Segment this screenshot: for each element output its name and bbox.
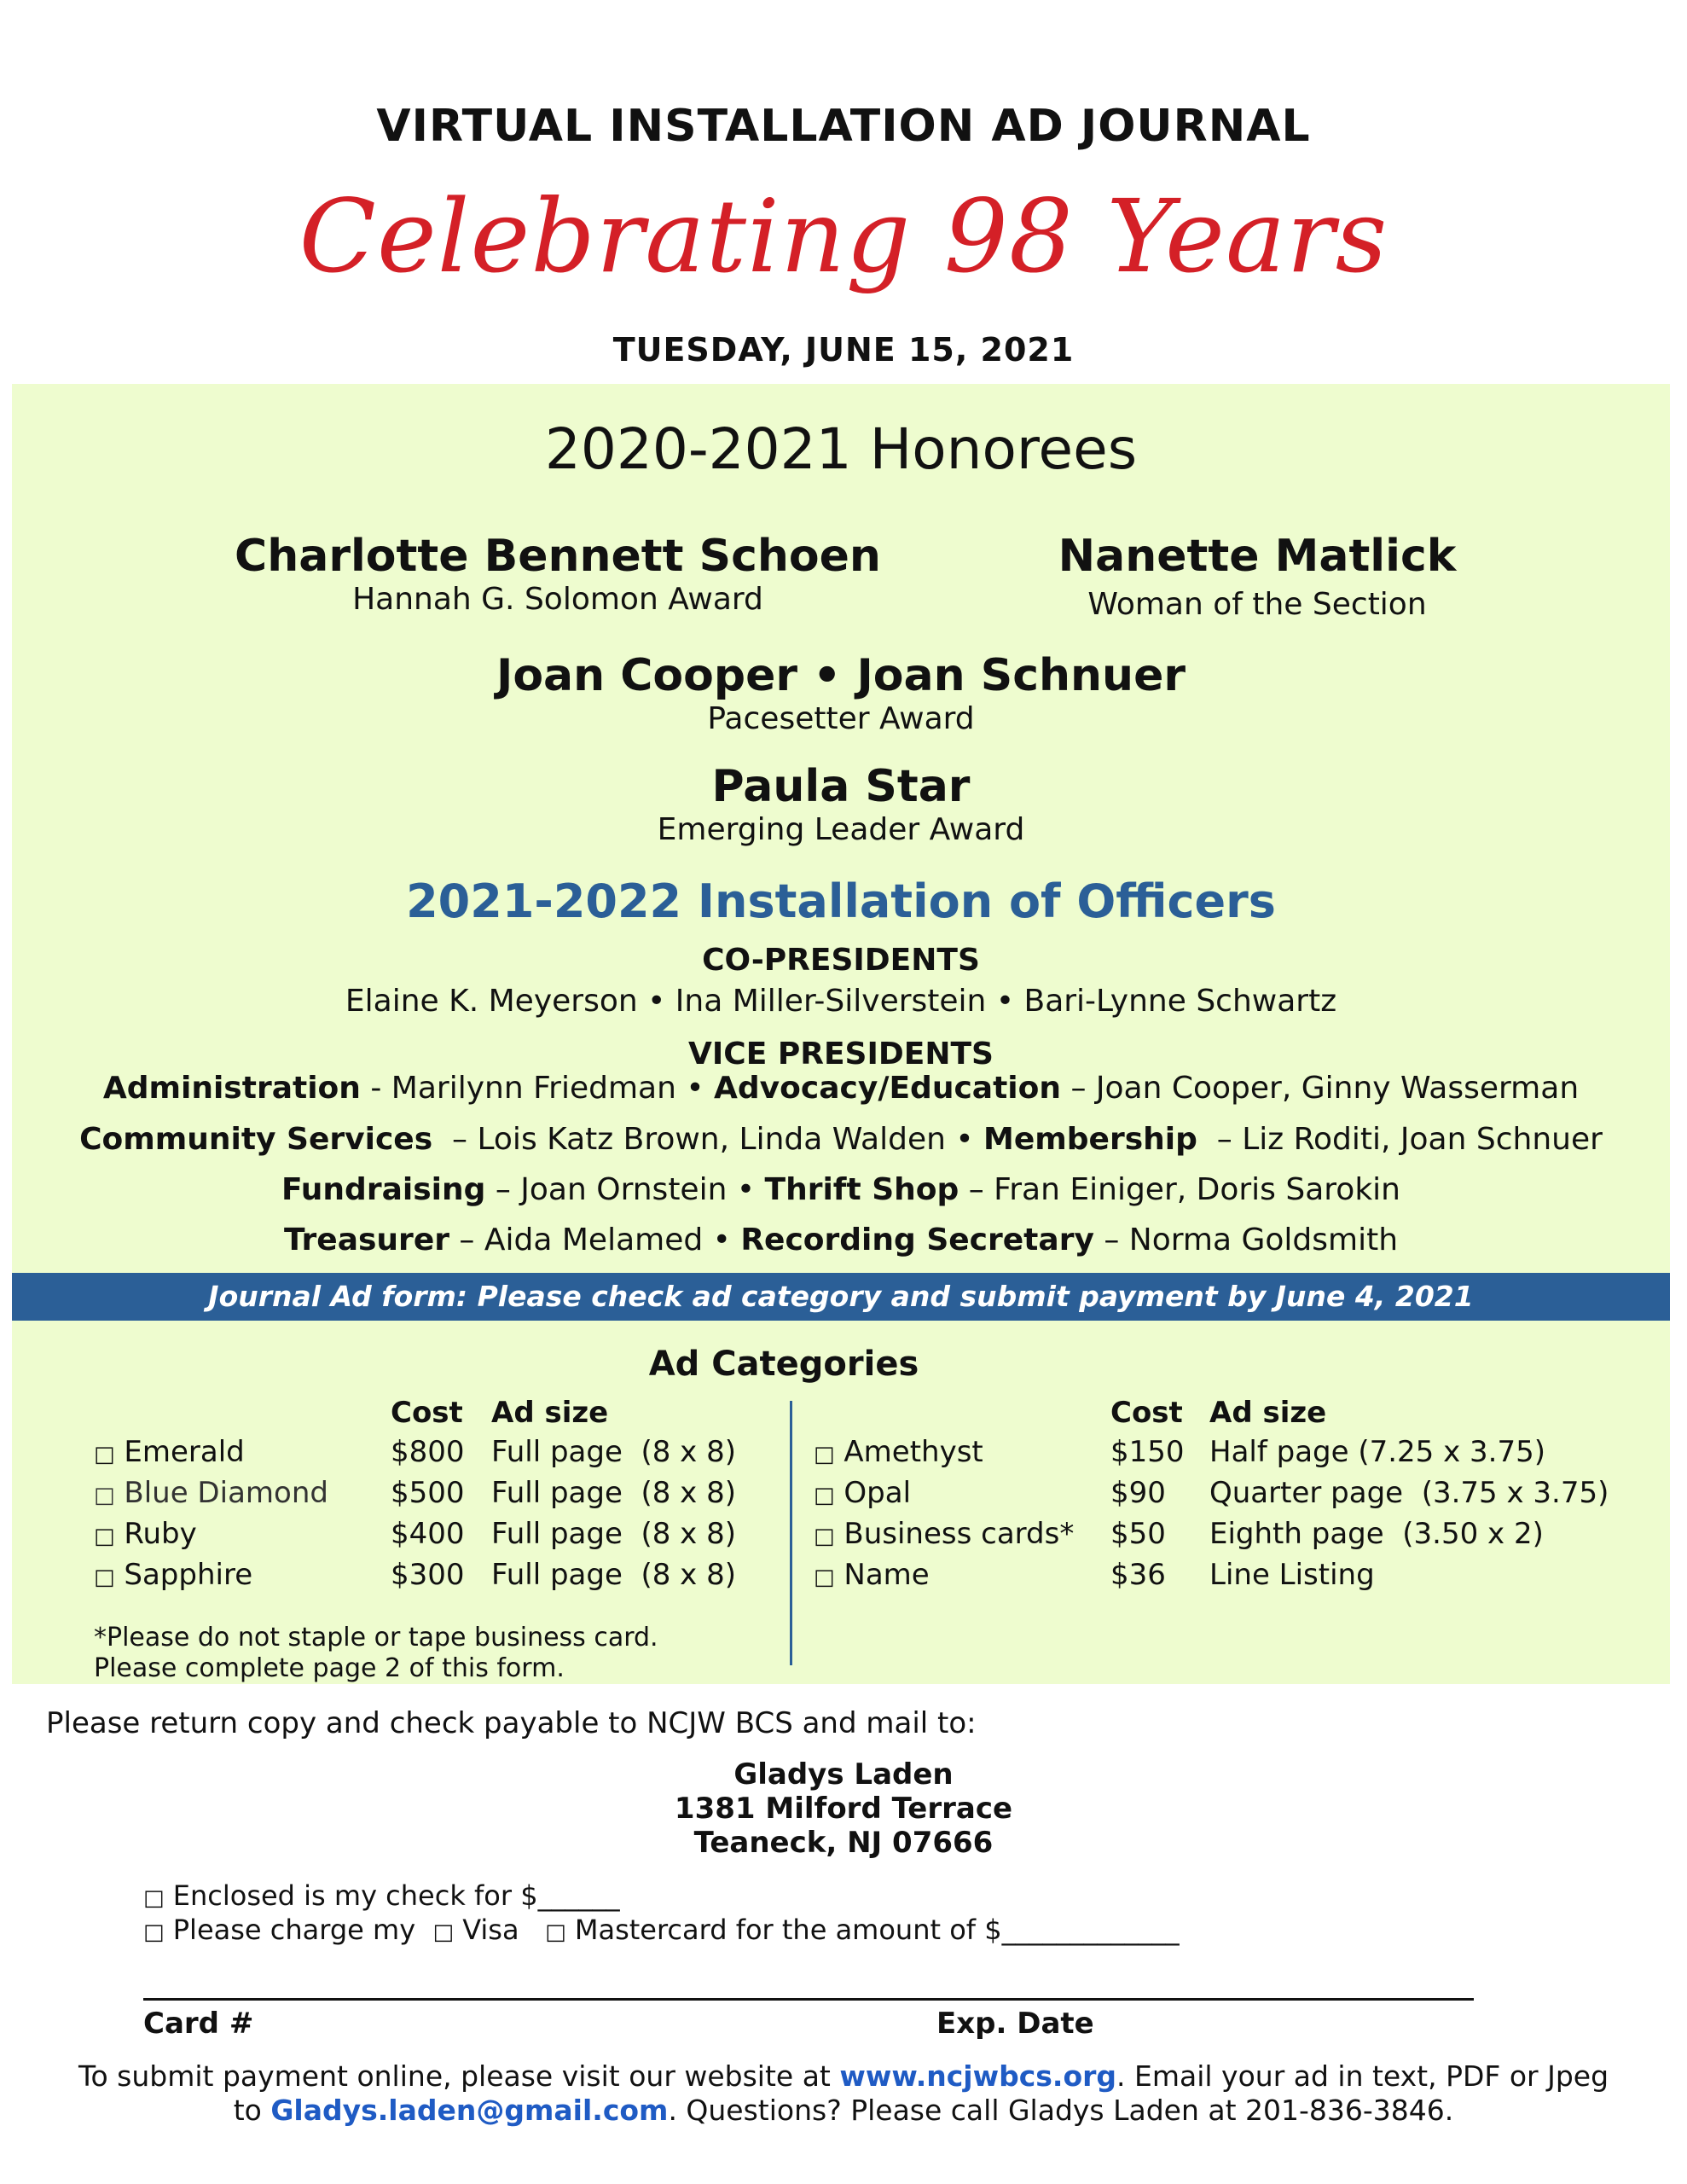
ad-cost: $300 <box>391 1558 465 1592</box>
ad-cost: $150 <box>1110 1435 1185 1469</box>
ad-option-business-cards[interactable]: □ Business cards* <box>814 1517 1075 1551</box>
ad-size: Eighth page (3.50 x 2) <box>1209 1517 1544 1551</box>
ad-cost: $500 <box>391 1476 465 1510</box>
ad-cost: $90 <box>1110 1476 1166 1510</box>
form-instruction-bar: Journal Ad form: Please check ad category and submit payment by June 4, 2021 <box>12 1273 1670 1321</box>
ad-cost: $800 <box>391 1435 465 1469</box>
vp-role: Recording Secretary <box>740 1223 1094 1258</box>
officers-heading: 2021-2022 Installation of Officers <box>406 874 1276 928</box>
event-date: TUESDAY, JUNE 15, 2021 <box>612 331 1075 369</box>
mailing-name: Gladys Laden <box>733 1757 954 1792</box>
vp-role: Administration <box>102 1071 361 1106</box>
checkbox-icon: □ <box>814 1565 835 1590</box>
ad-categories-heading: Ad Categories <box>648 1345 919 1384</box>
ad-cost: $36 <box>1110 1558 1166 1592</box>
ad-option-name[interactable]: □ Name <box>814 1558 930 1592</box>
vp-role: Fundraising <box>281 1172 486 1207</box>
vp-names: – Fran Einiger, Doris Sarokin <box>959 1172 1400 1207</box>
vp-role: Membership <box>983 1122 1197 1157</box>
ad-option-opal[interactable]: □ Opal <box>814 1476 912 1510</box>
vp-line <box>12 1223 1670 1258</box>
honoree-award: Woman of the Section <box>1087 587 1427 622</box>
size-header-right: Ad size <box>1209 1396 1327 1430</box>
journal-title: VIRTUAL INSTALLATION AD JOURNAL <box>376 101 1311 152</box>
column-divider <box>790 1401 792 1665</box>
celebrating-script-title: Celebrating 98 Years <box>299 177 1388 295</box>
vp-line <box>12 1122 1670 1157</box>
ad-size: Quarter page (3.75 x 3.75) <box>1209 1476 1609 1510</box>
ad-option-blue-diamond[interactable]: □ Blue Diamond <box>94 1476 328 1510</box>
vice-presidents-label: VICE PRESIDENTS <box>688 1037 994 1072</box>
size-header-left: Ad size <box>491 1396 609 1430</box>
exp-date-label: Exp. Date <box>936 2007 1094 2041</box>
checkbox-icon: □ <box>94 1524 115 1549</box>
checkbox-icon: □ <box>94 1483 115 1508</box>
honoree-name: Paula Star <box>711 761 971 812</box>
ad-option-ruby[interactable]: □ Ruby <box>94 1517 197 1551</box>
honoree-1 <box>148 531 967 617</box>
mailing-city: Teaneck, NJ 07666 <box>693 1826 994 1860</box>
vp-role: Community Services <box>79 1122 433 1157</box>
checkbox-icon: □ <box>143 1885 165 1911</box>
footer-line-2: to Gladys.laden@gmail.com. Questions? Please call Gladys Laden at 201-836-3846. <box>233 2094 1454 2127</box>
vp-role: Treasurer <box>283 1223 449 1258</box>
vp-names: – Aida Melamed • <box>449 1223 741 1258</box>
ad-size: Full page (8 x 8) <box>491 1435 737 1469</box>
mailing-instruction: Please return copy and check payable to NCJW BCS and mail to: <box>46 1706 977 1740</box>
email-link[interactable]: Gladys.laden@gmail.com <box>270 2094 669 2127</box>
ad-cost: $50 <box>1110 1517 1166 1551</box>
ad-size: Full page (8 x 8) <box>491 1558 737 1592</box>
website-link[interactable]: www.ncjwbcs.org <box>839 2059 1117 2093</box>
cost-header-right: Cost <box>1110 1396 1183 1430</box>
co-presidents-names: Elaine K. Meyerson • Ina Miller-Silverstein • Bari-Lynne Schwartz <box>345 984 1337 1019</box>
mailing-street: 1381 Milford Terrace <box>674 1792 1013 1826</box>
visa-label: Visa <box>462 1914 519 1946</box>
vp-line <box>12 1172 1670 1207</box>
honoree-name: Joan Cooper • Joan Schnuer <box>496 650 1186 701</box>
co-presidents-label: CO-PRESIDENTS <box>702 943 980 978</box>
vp-names: - Marilynn Friedman • <box>360 1071 715 1106</box>
honoree-4 <box>12 761 1670 847</box>
ad-cost: $400 <box>391 1517 465 1551</box>
honoree-2 <box>925 531 1590 622</box>
business-card-note: *Please do not staple or tape business card. <box>94 1623 658 1653</box>
honoree-name: Charlotte Bennett Schoen <box>235 531 881 582</box>
vp-names: – Joan Cooper, Ginny Wasserman <box>1061 1071 1580 1106</box>
vp-role: Thrift Shop <box>764 1172 959 1207</box>
ad-option-sapphire[interactable]: □ Sapphire <box>94 1558 253 1592</box>
page-two-note: Please complete page 2 of this form. <box>94 1653 565 1683</box>
footer-line-1: To submit payment online, please visit our website at www.ncjwbcs.org. Email your ad in text, PDF or Jpeg <box>78 2059 1609 2093</box>
checkbox-icon: □ <box>94 1442 115 1467</box>
check-option[interactable]: □ Enclosed is my check for $______ <box>143 1879 620 1912</box>
mastercard-label: Mastercard for the amount of $_____________ <box>574 1914 1180 1946</box>
checkbox-icon: □ <box>814 1524 835 1549</box>
checkbox-icon: □ <box>143 1920 165 1945</box>
green-panel <box>12 384 1670 1684</box>
checkbox-icon: □ <box>814 1483 835 1508</box>
honoree-award: Pacesetter Award <box>707 701 975 736</box>
vp-role: Advocacy/Education <box>714 1071 1061 1106</box>
vp-line <box>12 1071 1670 1106</box>
card-number-label: Card # <box>143 2007 254 2041</box>
ad-size: Full page (8 x 8) <box>491 1476 737 1510</box>
checkbox-icon: □ <box>545 1920 566 1945</box>
honoree-award: Hannah G. Solomon Award <box>352 582 763 617</box>
honoree-name: Nanette Matlick <box>1058 531 1457 582</box>
ad-option-emerald[interactable]: □ Emerald <box>94 1435 245 1469</box>
ad-size: Full page (8 x 8) <box>491 1517 737 1551</box>
card-signature-line <box>143 1998 1474 2001</box>
checkbox-icon: □ <box>432 1920 455 1945</box>
honoree-3 <box>12 650 1670 736</box>
ad-size: Half page (7.25 x 3.75) <box>1209 1435 1546 1469</box>
honorees-heading: 2020-2021 Honorees <box>544 416 1138 482</box>
charge-option[interactable]: □ Please charge my □ Visa □ Mastercard for the amount of $_____________ <box>143 1914 1180 1946</box>
vp-names: – Lois Katz Brown, Linda Walden • <box>432 1122 984 1157</box>
vp-names: – Norma Goldsmith <box>1093 1223 1399 1258</box>
honoree-award: Emerging Leader Award <box>657 812 1025 847</box>
checkbox-icon: □ <box>814 1442 835 1467</box>
vp-names: – Liz Roditi, Joan Schnuer <box>1197 1122 1603 1157</box>
ad-size: Line Listing <box>1209 1558 1375 1592</box>
checkbox-icon: □ <box>94 1565 115 1590</box>
cost-header-left: Cost <box>391 1396 463 1430</box>
vp-names: – Joan Ornstein • <box>485 1172 765 1207</box>
ad-option-amethyst[interactable]: □ Amethyst <box>814 1435 983 1469</box>
